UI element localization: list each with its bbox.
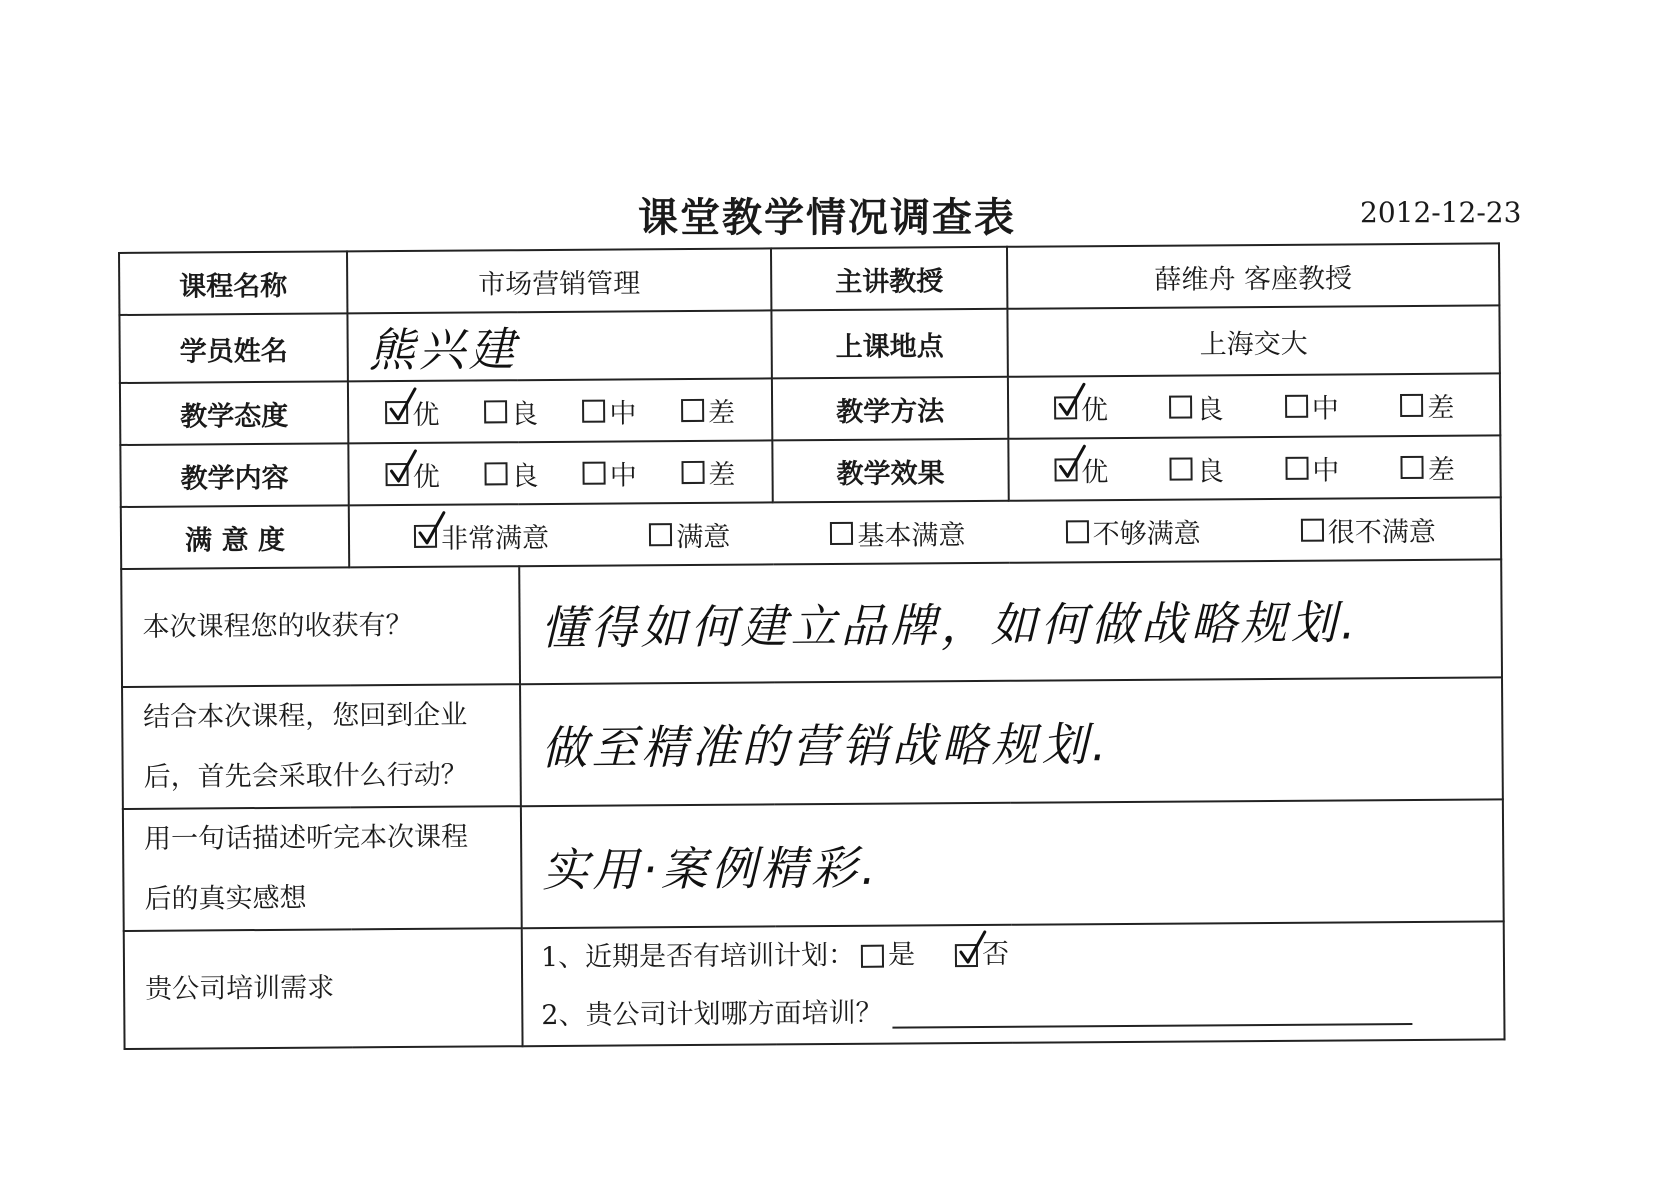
training-q1-options [861, 926, 1009, 985]
option-优[interactable] [1054, 450, 1108, 489]
training-label: 贵公司培训需求 [124, 928, 523, 1049]
student-name-handwritten[interactable]: 熊兴建 [368, 322, 519, 378]
option-良[interactable] [484, 392, 538, 431]
option-差[interactable] [1400, 385, 1454, 424]
option-否[interactable] [955, 926, 1009, 984]
option-label: 优 [412, 399, 440, 431]
attitude-options [349, 390, 771, 432]
option-基本满意[interactable] [830, 513, 965, 553]
effect-options-cell [1008, 435, 1500, 500]
option-满意[interactable] [649, 514, 730, 554]
checkbox-checked[interactable] [1054, 458, 1077, 481]
option-良[interactable] [1169, 387, 1223, 426]
checkbox[interactable] [1400, 393, 1423, 416]
option-label: 否 [982, 938, 1010, 970]
option-差[interactable] [681, 390, 735, 429]
row-training [124, 921, 1505, 1049]
checkbox-checked[interactable] [385, 400, 408, 423]
checkbox[interactable] [830, 521, 853, 544]
feeling-label [123, 806, 522, 931]
option-label: 满意 [676, 521, 731, 553]
option-label: 差 [708, 459, 736, 491]
option-非常满意[interactable] [414, 515, 549, 555]
checkmark-icon [389, 448, 419, 486]
checkbox[interactable] [582, 399, 605, 422]
action-label-line-1: 结合本次课程，您回到企业 [143, 699, 468, 733]
checkbox[interactable] [484, 400, 507, 423]
checkbox[interactable] [583, 461, 606, 484]
checkbox-checked[interactable] [414, 524, 437, 547]
option-label: 良 [1196, 455, 1224, 487]
checkbox-checked[interactable] [1054, 396, 1077, 419]
training-q1: 1、近期是否有培训计划： [540, 939, 856, 974]
row-satisfaction [121, 497, 1501, 569]
gain-label: 本次课程您的收获有？ [121, 566, 520, 687]
feeling-label-line-2: 后的真实感想 [144, 882, 307, 915]
checkbox[interactable] [1301, 518, 1324, 541]
option-label: 优 [1080, 394, 1108, 426]
effect-label: 教学效果 [772, 439, 1008, 503]
checkbox[interactable] [484, 462, 507, 485]
checkbox[interactable] [861, 944, 884, 967]
option-label: 优 [412, 461, 440, 493]
checkbox[interactable] [681, 398, 704, 421]
lecturer-value[interactable]: 薛维舟 客座教授 [1007, 243, 1499, 308]
content-label: 教学内容 [120, 443, 348, 507]
student-label: 学员姓名 [119, 313, 347, 383]
checkmark-icon [958, 929, 988, 967]
option-是[interactable] [861, 926, 915, 984]
training-q2-line [541, 980, 1503, 1045]
option-label: 是 [888, 939, 916, 971]
option-中[interactable] [582, 391, 636, 430]
action-answer[interactable]: 做至精准的营销战略规划. [541, 717, 1111, 776]
checkbox[interactable] [1169, 395, 1192, 418]
row-rating-2 [120, 435, 1500, 507]
satisfaction-options-cell [349, 497, 1501, 567]
option-label: 优 [1081, 456, 1109, 488]
option-优[interactable] [386, 454, 440, 493]
feeling-answer-cell [521, 799, 1504, 928]
checkbox-checked[interactable] [955, 944, 978, 967]
course-value[interactable]: 市场营销管理 [347, 248, 771, 313]
method-options-cell [1008, 373, 1500, 438]
method-options [1009, 385, 1499, 427]
feeling-label-line-1: 用一句话描述听完本次课程 [143, 821, 469, 855]
row-action [122, 677, 1503, 809]
option-label: 良 [1196, 393, 1224, 425]
satisfaction-options [350, 509, 1500, 556]
option-差[interactable] [1401, 447, 1455, 486]
checkbox[interactable] [649, 523, 672, 546]
training-q1-line [541, 922, 1503, 987]
option-label: 中 [609, 459, 637, 492]
checkmark-icon [417, 510, 447, 548]
option-label: 中 [609, 397, 637, 430]
checkbox-checked[interactable] [386, 462, 409, 485]
option-中[interactable] [1285, 386, 1339, 425]
option-优[interactable] [1054, 388, 1108, 427]
checkbox[interactable] [1285, 394, 1308, 417]
row-rating-1 [120, 373, 1500, 445]
content-options [349, 452, 771, 494]
option-良[interactable] [1170, 449, 1224, 488]
option-label: 差 [1427, 454, 1455, 486]
option-label: 非常满意 [440, 522, 550, 555]
option-label: 良 [510, 398, 538, 430]
location-value[interactable]: 上海交大 [1007, 305, 1499, 376]
feeling-answer[interactable]: 实用·案例精彩. [542, 840, 880, 898]
form-title: 课堂教学情况调查表 [638, 195, 1016, 241]
survey-form [118, 242, 1504, 1050]
checkbox[interactable] [1066, 520, 1089, 543]
training-cell [522, 921, 1505, 1046]
checkbox[interactable] [1170, 457, 1193, 480]
course-label: 课程名称 [119, 251, 347, 315]
effect-options [1009, 447, 1499, 489]
gain-answer-cell [519, 559, 1502, 684]
checkbox[interactable] [1401, 455, 1424, 478]
row-course [119, 243, 1499, 315]
training-q2: 2、贵公司计划哪方面培训？ [541, 997, 883, 1032]
training-q2-answer-line[interactable] [892, 995, 1412, 1029]
content-options-cell [348, 440, 772, 505]
checkbox[interactable] [681, 460, 704, 483]
lecturer-label: 主讲教授 [771, 247, 1007, 311]
method-label: 教学方法 [772, 377, 1008, 441]
option-不够满意[interactable] [1065, 511, 1200, 551]
option-差[interactable] [681, 452, 735, 491]
attitude-options-cell [348, 378, 772, 443]
option-label: 良 [511, 460, 539, 492]
action-answer-cell [520, 677, 1503, 806]
option-label: 不够满意 [1092, 517, 1201, 550]
option-label: 中 [1311, 392, 1339, 425]
option-中[interactable] [583, 453, 637, 492]
attitude-label: 教学态度 [120, 381, 348, 445]
option-label: 差 [1427, 392, 1455, 424]
option-label: 差 [707, 397, 735, 429]
option-label: 基本满意 [857, 519, 966, 552]
checkmark-icon [388, 386, 418, 424]
student-value-cell [347, 310, 771, 381]
gain-answer[interactable]: 懂得如何建立品牌，如何做战略规划. [540, 595, 1360, 656]
row-feeling [123, 799, 1504, 931]
row-student [119, 305, 1499, 383]
row-gain [121, 559, 1502, 687]
action-label [122, 684, 521, 809]
location-label: 上课地点 [771, 309, 1007, 379]
checkbox[interactable] [1285, 456, 1308, 479]
satisfaction-label: 满 意 度 [121, 505, 349, 569]
form-date: 2012-12-23 [1360, 196, 1522, 229]
option-label: 很不满意 [1327, 516, 1436, 549]
survey-table [118, 242, 1506, 1050]
option-label: 中 [1312, 454, 1340, 487]
option-良[interactable] [484, 454, 538, 493]
option-优[interactable] [385, 392, 439, 431]
action-label-line-2: 后，首先会采取什么行动？ [143, 759, 468, 793]
option-中[interactable] [1285, 448, 1339, 487]
option-很不满意[interactable] [1301, 509, 1436, 549]
checkmark-icon [1057, 382, 1087, 420]
checkmark-icon [1057, 444, 1087, 482]
